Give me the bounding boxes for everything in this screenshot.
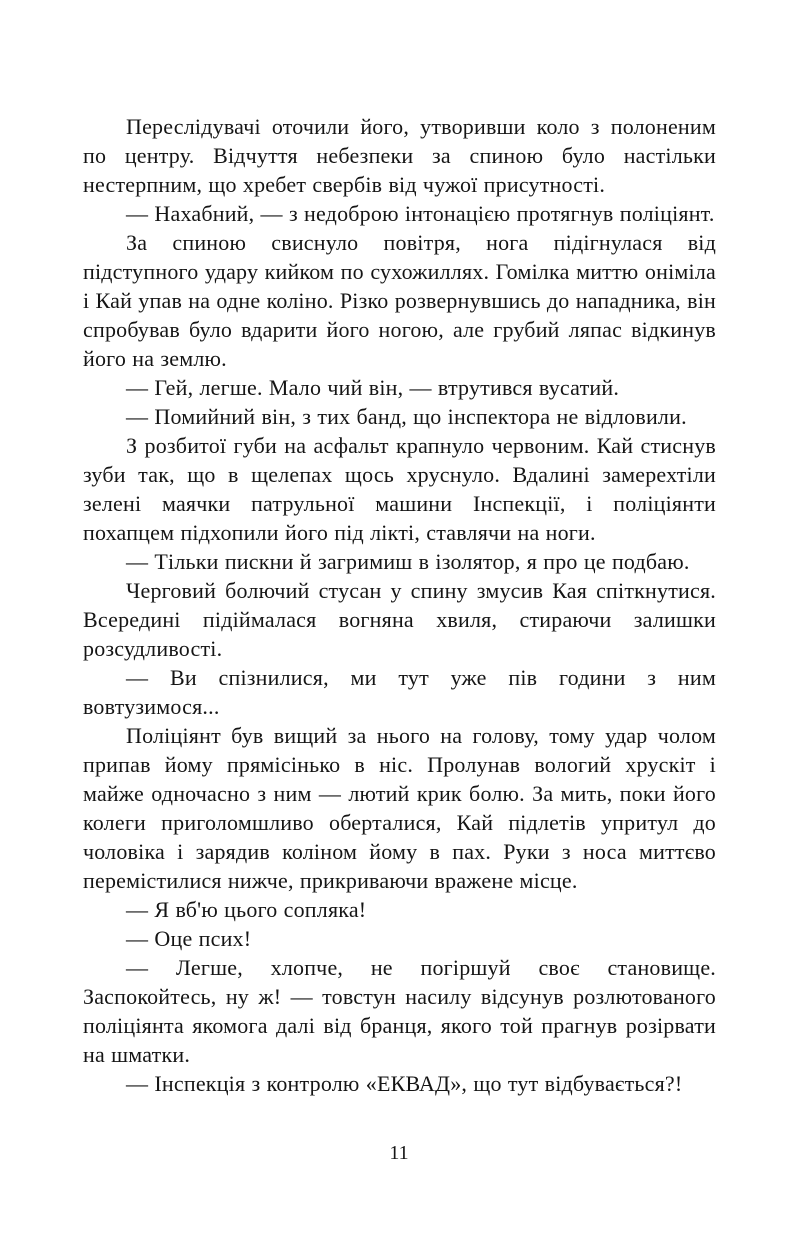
paragraph: — Ви спізнилися, ми тут уже пів години з ним вовтузимося... — [83, 665, 716, 719]
paragraph: — Тільки пискни й загримиш в ізолятор, я про це подбаю. — [126, 549, 690, 574]
paragraph: З розбитої губи на асфальт крапнуло червоним. Кай стиснув зуби так, що в щелепах щось хруснуло. Вдалині замерехтіли зелені маячки патрульної машини Інспекції, і поліціянти похапцем підхопили його під лікті, ставлячи на ноги. — [83, 433, 716, 545]
page-number: 11 — [389, 1142, 409, 1164]
paragraph: — Гей, легше. Мало чий він, — втрутився вусатий. — [126, 375, 620, 400]
page-text — [83, 112, 716, 1098]
paragraph: — Я вб'ю цього сопляка! — [126, 897, 367, 922]
paragraph: Поліціянт був вищий за нього на голову, тому удар чолом припав йому прямісінько в ніс. Пролунав вологий хрускіт і майже одночасно з ним — лютий крик болю. За мить, поки його колеги приголомшливо оберталися, Кай підлетів упритул до чоловіка і зарядив коліном йому в пах. Руки з носа миттєво перемістилися нижче, прикриваючи вражене місце. — [83, 723, 716, 893]
paragraph: — Легше, хлопче, не погіршуй своє становище. Заспокойтесь, ну ж! — товстун насилу відсунув розлютованого поліціянта якомога далі від бранця, якого той прагнув розірвати на шматки. — [83, 955, 716, 1067]
paragraph: — Інспекція з контролю «ЕКВАД», що тут відбувається?! — [126, 1071, 683, 1096]
paragraph: Черговий болючий стусан у спину змусив Кая спіткнутися. Всередині підіймалася вогняна хвиля, стираючи залишки розсудливості. — [83, 578, 716, 661]
paragraph: За спиною свиснуло повітря, нога підігнулася від підступного удару кийком по сухожиллях. Гомілка миттю оніміла і Кай упав на одне коліно. Різко розвернувшись до нападника, він спробував було вдарити його ногою, але грубий ляпас відкинув його на землю. — [83, 230, 716, 371]
paragraph: — Нахабний, — з недоброю інтонацією протягнув поліціянт. — [126, 201, 715, 226]
paragraph: — Помийний він, з тих банд, що інспектора не відловили. — [126, 404, 687, 429]
paragraph: Переслідувачі оточили його, утворивши коло з полоненим по центру. Відчуття небезпеки за спиною було настільки нестерпним, що хребет свербів від чужої присутності. — [83, 114, 716, 197]
paragraph: — Оце псих! — [126, 926, 252, 951]
